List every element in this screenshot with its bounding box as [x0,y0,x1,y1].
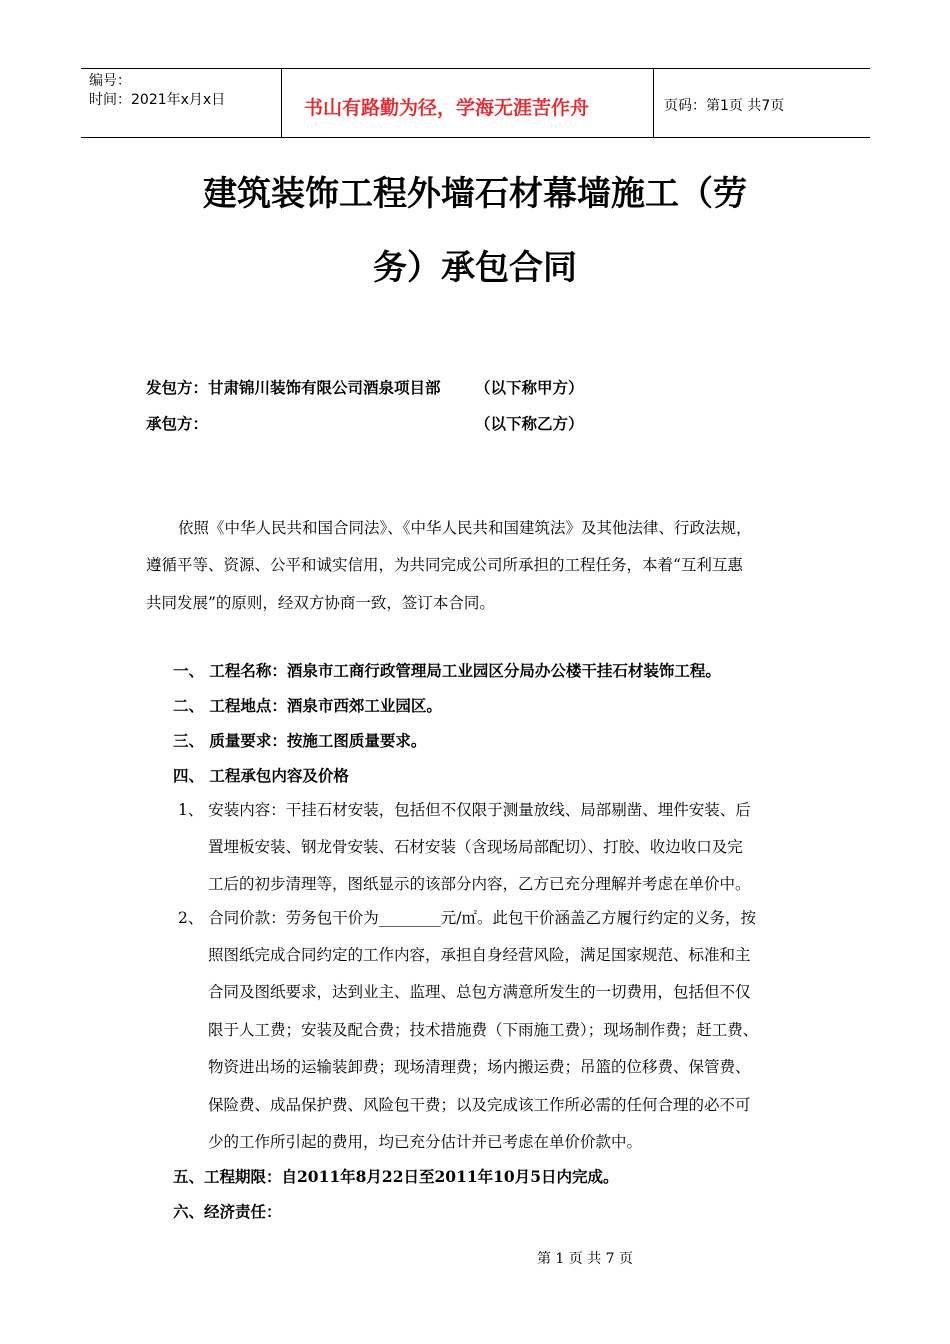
section-5: 五、工程期限：自2011年8月22日至2011年10月5日内完成。 [173,1167,619,1186]
item-1-line: 工后的初步清理等，图纸显示的该部分内容，乙方已充分理解并考虑在单价中。 [208,875,751,893]
item-2-line: 保险费、成品保护费、风险包干费；以及完成该工作所必需的任何合理的必不可 [208,1096,751,1114]
item-2-line: 限于人工费；安装及配合费；技术措施费（下雨施工费）；现场制作费；赶工费、 [208,1021,759,1039]
page-footer: 第 1 页 共 7 页 [536,1251,634,1267]
code-label: 编号： [89,73,131,89]
header-motto-cell [282,69,654,137]
item-2-line: 2、 合同价款：劳务包干价为________元/㎡。此包干价涵盖乙方履行约定的义务，按 [178,909,757,927]
party-a: 发包方：甘肃锦川装饰有限公司酒泉项目部 [146,378,441,397]
document-title-line2: 务）承包合同 [373,248,577,288]
intro-line: 共同发展”的原则，经双方协商一致，签订本合同。 [146,594,495,612]
party-a-note: （以下称甲方） [475,378,584,397]
item-1-line: 置埋板安装、钢龙骨安装、石材安装（含现场局部配切）、打胶、收边收口及完 [208,838,743,856]
header-meta-cell [81,69,282,137]
intro-line: 依照《中华人民共和国合同法》、《中华人民共和国建筑法》及其他法律、行政法规， [178,519,752,537]
party-b-note: （以下称乙方） [475,414,584,433]
section-2: 二、 工程地点：酒泉市西郊工业园区。 [173,696,442,715]
page-header-table [81,68,870,138]
section-1: 一、 工程名称：酒泉市工商行政管理局工业园区分局办公楼干挂石材装饰工程。 [173,661,721,680]
item-2-line: 少的工作所引起的费用，均已充分估计并已考虑在单价价款中。 [208,1133,643,1151]
intro-line: 遵循平等、资源、公平和诚实信用，为共同完成公司所承担的工程任务，本着“互利互惠 [146,556,743,574]
section-6: 六、经济责任： [173,1202,282,1221]
header-page-cell [654,69,870,137]
item-2-line: 合同及图纸要求，达到业主、监理、总包方满意所发生的一切费用，包括但不仅 [208,983,751,1001]
document-title-line1: 建筑装饰工程外墙石材幕墙施工（劳 [203,174,747,214]
section-4: 四、 工程承包内容及价格 [173,766,349,785]
section-3: 三、 质量要求：按施工图质量要求。 [173,731,427,750]
time-label: 时间：2021年x月x日 [89,92,226,108]
item-2-line: 物资进出场的运输装卸费；现场清理费；场内搬运费；吊篮的位移费、保管费、 [208,1058,751,1076]
item-2-line: 照图纸完成合同约定的工作内容，承担自身经营风险，满足国家规范、标准和主 [208,946,751,964]
party-b: 承包方： [146,414,209,433]
page-info: 页码：第1页 共7页 [664,98,785,114]
motto-text: 书山有路勤为径，学海无涯苦作舟 [304,97,590,119]
item-1-line: 1、 安装内容：干挂石材安装，包括但不仅限于测量放线、局部剔凿、埋件安装、后 [178,801,751,819]
